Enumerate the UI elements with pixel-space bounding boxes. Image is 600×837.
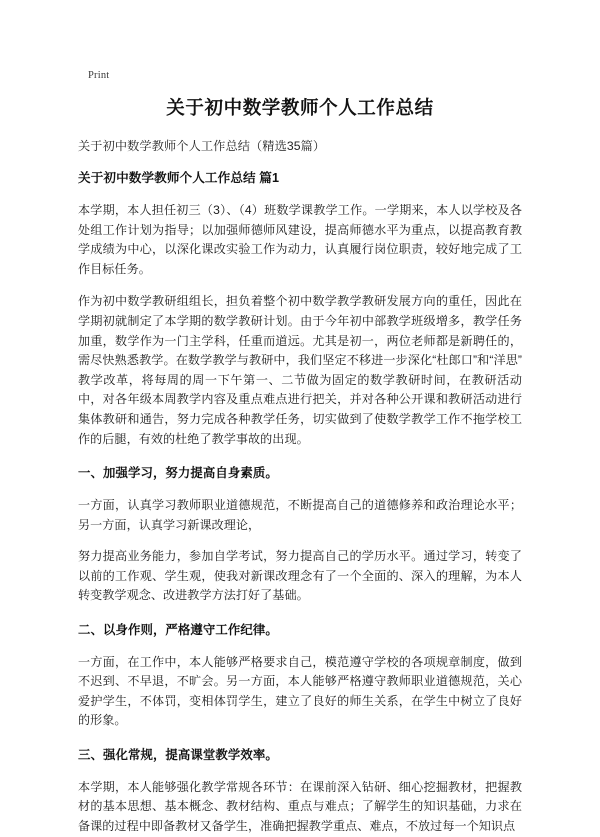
print-toolbar	[88, 66, 109, 82]
paragraph-3: 一方面，认真学习教师职业道德规范，不断提高自己的道德修养和政治理论水平；另一方面，认真学习新课改理论，	[78, 497, 522, 532]
paragraph-2: 作为初中数学教研组组长，担负着整个初中数学教学教研发展方向的重任，因此在学期初就制定了本学期的数学教研计划。由于今年初中部教学班级增多，教学任务加重，数学作为一门主学科，任重而道远。尤其是初一，两位老师都是新聘任的，需尽快熟悉教学。在数学教学与教研中，我们坚定不移进一步深化“杜郎口”和“洋思”教学改革，将每周的周一下午第一、二节做为固定的数学教研时间，在教研活动中，对各年级本周教学内容及重点难点进行把关，并对各种公开课和教研活动进行集体教研和通告，努力完成各种教学任务，切实做到了使数学教学工作不拖学校工作的后腿，有效的杜绝了教学事故的出现。	[78, 294, 522, 446]
subheading-2: 二、以身作则，严格遵守工作纪律。	[78, 622, 278, 637]
subheading-1: 一、加强学习，努力提高自身素质。	[78, 466, 278, 481]
page-title: 关于初中数学教师个人工作总结	[166, 97, 434, 118]
document-subtitle: 关于初中数学教师个人工作总结（精选35篇）	[78, 138, 326, 153]
paragraph-6: 本学期，本人能够强化教学常规各环节：在课前深入钻研、细心挖掘教材，把握教材的基本思想、基本概念、教材结构、重点与难点；了解学生的知识基础，力求在备课的过程中即备教材又备学生，准确把握教学重点、难点，不放过每一个知识点	[78, 779, 522, 833]
paragraph-5: 一方面，在工作中，本人能够严格要求自己，模范遵守学校的各项规章制度，做到不迟到、不早退，不旷会。另一方面，本人能够严格遵守教师职业道德规范，关心爱护学生，不体罚，变相体罚学生，建立了良好的师生关系，在学生中树立了良好的形象。	[78, 654, 522, 728]
paragraph-1: 本学期，本人担任初三（3）、（4）班数学课教学工作。一学期来，本人以学校及各处组工作计划为指导；以加强师德师风建设，提高师德水平为重点，以提高教育教学成绩为中心，以深化课改实验工作为动力，认真履行岗位职责，较好地完成了工作目标任务。	[78, 203, 522, 276]
document-content	[78, 96, 522, 837]
paragraph-4: 努力提高业务能力，参加自学考试，努力提高自己的学历水平。通过学习，转变了以前的工作观、学生观，使我对新课改理念有了一个全面的、深入的理解，为本人转变教学观念、改进教学方法打好了基础。	[78, 549, 522, 603]
article-heading: 关于初中数学教师个人工作总结 篇1	[78, 171, 280, 186]
print-link[interactable]: Print	[88, 70, 110, 81]
subheading-3: 三、强化常规，提高课堂教学效率。	[78, 747, 278, 762]
